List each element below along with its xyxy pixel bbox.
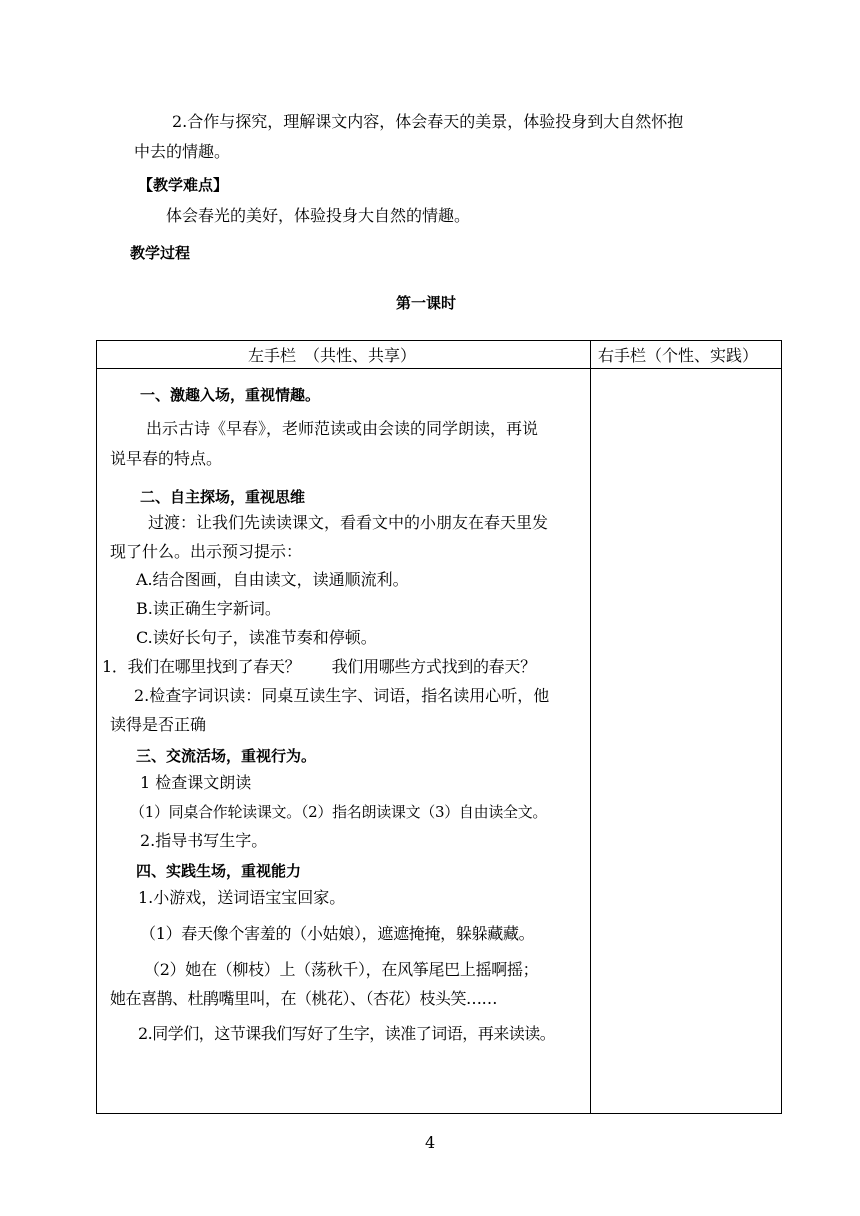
section-1-heading: 一、激趣入场，重视情趣。 [140,386,321,404]
text-line: 2.同学们，这节课我们写好了生字，读准了词语，再来读读。 [138,1024,556,1043]
page-number: 4 [425,1133,436,1152]
text-line: 2.检查字词识读：同桌互读生字、词语，指名读用心听，他 [134,686,550,705]
text-line: 过渡：让我们先读读课文，看看文中的小朋友在春天里发 [148,513,549,532]
table-bottom-border [96,1113,782,1114]
text-line: （2）她在（柳枝）上（荡秋千），在风筝尾巴上摇啊摇； [144,960,539,979]
right-column-header: 右手栏（个性、实践） [598,346,759,365]
text-line: 1 检查课文朗读 [140,773,252,792]
text-line: （1）同桌合作轮读课文。（2）指名朗读课文（3）自由读全文。 [130,803,548,821]
section-2-heading: 二、自主探场，重视思维 [140,488,306,506]
table-left-border [96,340,97,1114]
left-column-header: 左手栏 （共性、共享） [248,346,417,365]
text-line: 2.指导书写生字。 [140,831,268,850]
difficulty-heading: 【教学难点】 [138,176,229,194]
section-4-heading: 四、实践生场，重视能力 [136,862,302,880]
text-line: 说早春的特点。 [110,449,223,468]
goal-2-line-1: 2.合作与探究，理解课文内容，体会春天的美景，体验投身到大自然怀抱 [172,112,684,131]
text-line: C.读好长句子，读准节奏和停顿。 [136,628,377,647]
text-line: B.读正确生字新词。 [136,599,281,618]
text-line: 出示古诗《早春》，老师范读或由会读的同学朗读，再说 [146,419,539,438]
text-line: （1）春天像个害羞的（小姑娘），遮遮掩掩，躲躲藏藏。 [140,924,535,943]
table-right-border [781,340,782,1114]
text-line: 她在喜鹊、杜鹃嘴里叫，在（桃花）、（杏花）枝头笑…… [110,989,498,1008]
table-header-border [96,368,782,369]
lesson-title: 第一课时 [396,294,457,312]
difficulty-text: 体会春光的美好，体验投身大自然的情趣。 [166,206,471,225]
text-line: A.结合图画，自由读文，读通顺流利。 [136,570,409,589]
text-line: 1．我们在哪里找到了春天？ 我们用哪些方式找到的春天？ [102,657,536,676]
table-column-divider [590,340,591,1114]
goal-2-line-2: 中去的情趣。 [134,142,231,161]
text-line: 现了什么。出示预习提示： [110,542,303,561]
table-top-border [96,340,782,341]
section-3-heading: 三、交流活场，重视行为。 [136,747,317,765]
process-heading: 教学过程 [130,244,191,262]
text-line: 1.小游戏，送词语宝宝回家。 [138,888,346,907]
text-line: 读得是否正确 [110,715,207,734]
